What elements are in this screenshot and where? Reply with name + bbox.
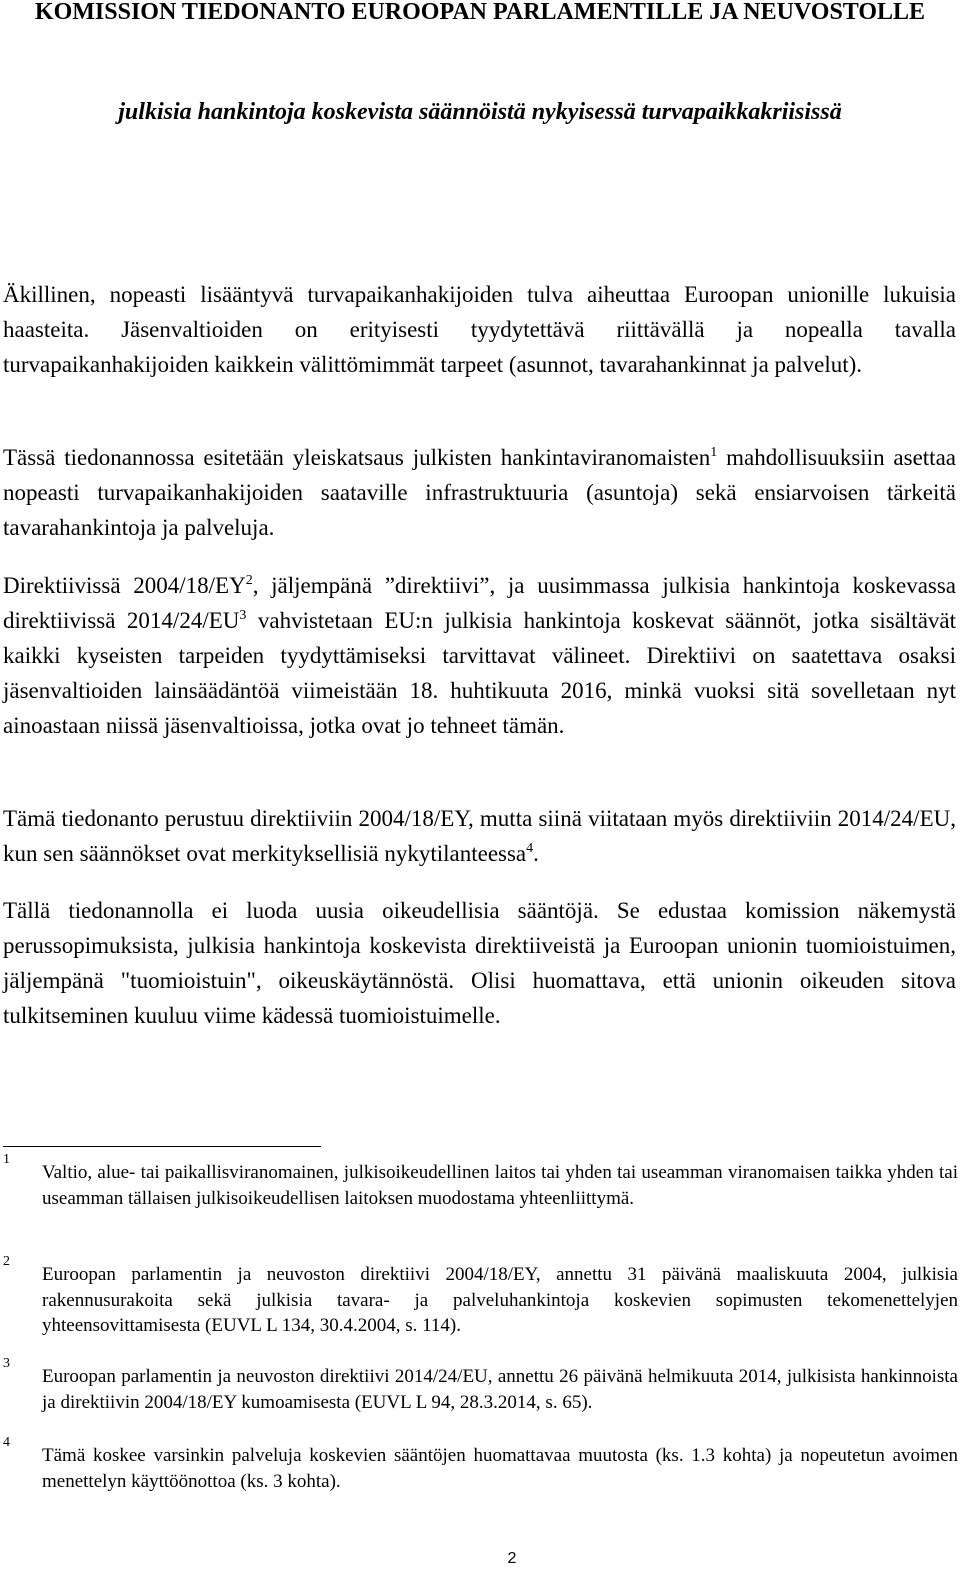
footnote-2 bbox=[3, 1254, 958, 1339]
footnote-ref-1[interactable]: 1 bbox=[710, 445, 718, 460]
page-number: 2 bbox=[507, 1550, 517, 1567]
document-subtitle: julkisia hankintoja koskevista säännöistä nykyisessä turvapaikkakriisissä bbox=[118, 99, 842, 125]
footnote-ref-2[interactable]: 2 bbox=[245, 573, 253, 588]
paragraph-basis bbox=[3, 801, 956, 871]
paragraph-text: Direktiivissä 2004/18/EY bbox=[3, 573, 246, 598]
footnote-separator bbox=[3, 1146, 321, 1147]
footnote-number: 3 bbox=[3, 1356, 10, 1371]
footnote-ref-4[interactable]: 4 bbox=[526, 841, 534, 856]
footnote-text: Valtio, alue- tai paikallisviranomainen, julkisoikeudellinen laitos tai yhden tai useamman viranomaisen taikka yhden tai useamman tällaisen julkisoikeudellisen laitoksen muodostama yhteenliittymä. bbox=[42, 1162, 958, 1209]
paragraph-text: Tässä tiedonannossa esitetään yleiskatsaus julkisten hankintaviranomaisten bbox=[3, 445, 711, 470]
paragraph-text: . bbox=[533, 841, 539, 866]
footnote-3 bbox=[3, 1356, 958, 1415]
footnote-4 bbox=[3, 1435, 958, 1494]
paragraph-legal-note: Tällä tiedonannolla ei luoda uusia oikeudellisia sääntöjä. Se edustaa komission näkemystä perussopimuksista, julkisia hankintoja koskevista direktiiveistä ja Euroopan unionin tuomioistuimen, jäljempänä "tuomioistuin", oikeuskäytännöstä. Olisi huomattava, että unionin oikeuden sitova tulkitseminen kuuluu viime kädessä tuomioistuimelle. bbox=[3, 898, 956, 1028]
paragraph-text: mahdollisuuksiin asettaa nopeasti turvapaikanhakijoiden saataville infrastruktuuria (asuntoja) sekä ensiarvoisen tärkeitä tavarahankintoja ja palveluja. bbox=[3, 445, 956, 540]
footnote-text: Tämä koskee varsinkin palveluja koskevien sääntöjen huomattavaa muutosta (ks. 1.3 kohta) ja nopeutetun avoimen menettelyn käyttöönottoa (ks. 3 kohta). bbox=[42, 1445, 958, 1492]
paragraph-directives bbox=[3, 568, 956, 743]
document-title: KOMISSION TIEDONANTO EUROOPAN PARLAMENTILLE JA NEUVOSTOLLE bbox=[34, 0, 926, 25]
footnote-text: Euroopan parlamentin ja neuvoston direktiivi 2014/24/EU, annettu 26 päivänä helmikuuta 2014, julkisista hankinnoista ja direktiivin 2004/18/EY kumoamisesta (EUVL L 94, 28.3.2014, s. 65). bbox=[42, 1366, 958, 1413]
footnote-text: Euroopan parlamentin ja neuvoston direktiivi 2004/18/EY, annettu 31 päivänä maaliskuuta 2004, julkisia rakennusurakoita sekä julkisia tavara- ja palveluhankintoja koskevien sopimusten tekomenettelyjen yhteensovittamisesta (EUVL L 134, 30.4.2004, s. 114). bbox=[42, 1264, 958, 1336]
footnote-number: 4 bbox=[3, 1435, 10, 1450]
paragraph-text: Tämä tiedonanto perustuu direktiiviin 2004/18/EY, mutta siinä viitataan myös direktiiviin 2014/24/EU, kun sen säännökset ovat merkityksellisiä nykytilanteessa bbox=[3, 806, 956, 866]
footnote-ref-3[interactable]: 3 bbox=[239, 608, 247, 623]
footnote-number: 1 bbox=[3, 1152, 10, 1167]
footnote-number: 2 bbox=[3, 1254, 10, 1269]
paragraph-text: , jäljempänä ”direktiivi”, ja uusimmassa julkisia hankintoja koskevassa direktiivissä 2014/24/EU bbox=[3, 573, 957, 633]
footnote-1 bbox=[3, 1152, 958, 1211]
paragraph-overview bbox=[3, 440, 956, 545]
paragraph-text: vahvistetaan EU:n julkisia hankintoja koskevat säännöt, jotka sisältävät kaikki kyseisten tarpeiden tyydyttämiseksi tarvittavat välineet. Direktiivi on saatettava osaksi jäsenvaltioiden lainsäädäntöä viimeistään 18. huhtikuuta 2016, minkä vuoksi sitä sovelletaan nyt ainoastaan niissä jäsenvaltioissa, jotka ovat jo tehneet tämän. bbox=[3, 608, 957, 738]
paragraph-intro: Äkillinen, nopeasti lisääntyvä turvapaikanhakijoiden tulva aiheuttaa Euroopan unionille lukuisia haasteita. Jäsenvaltioiden on erityisesti tyydytettävä riittävällä ja nopealla tavalla turvapaikanhakijoiden kaikkein välittömimmät tarpeet (asunnot, tavarahankinnat ja palvelut). bbox=[3, 282, 956, 377]
